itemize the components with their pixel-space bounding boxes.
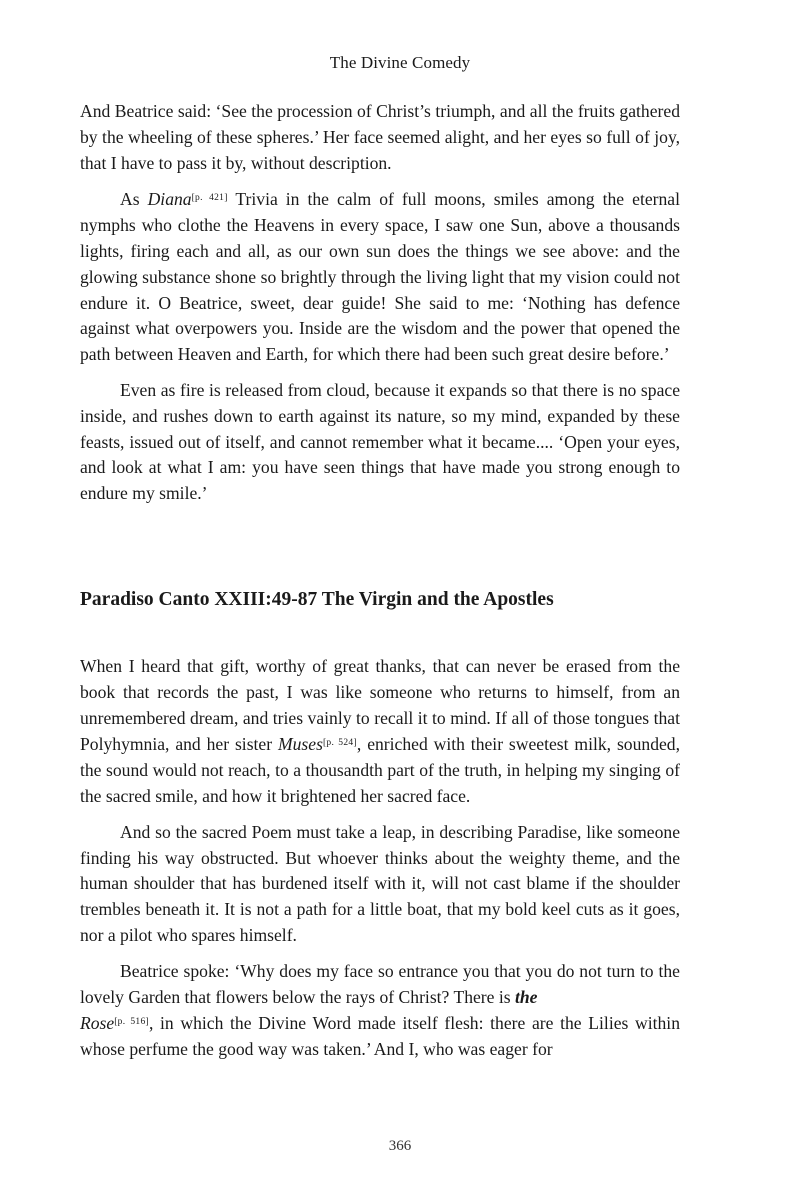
text-block-virgin-apostles (80, 654, 680, 1073)
term-the: the (515, 986, 538, 1007)
text-run: , in which the Divine Word made itself flesh: there are the Lilies within whose perfume the good way was taken.’ And I, who was eager for (80, 1013, 680, 1060)
text-block-procession (80, 99, 680, 517)
paragraph (80, 186, 680, 368)
paragraph: And Beatrice said: ‘See the procession of Christ’s triumph, and all the fruits gathered by the wheeling of these spheres.’ Her face seemed alight, and her eyes so full of joy, that I have to pass it by, without description. (80, 101, 680, 173)
term-muses: Muses (277, 734, 323, 755)
page-reference: [p. 421] (191, 193, 228, 204)
page-number: 366 (388, 1138, 412, 1154)
running-head: The Divine Comedy (329, 53, 471, 72)
text-run: Trivia in the calm of full moons, smiles among the eternal nymphs who clothe the Heavens in every space, I saw one Sun, above a thousands lights, firing each and all, as our own sun does the things we see above: and the glowing substance shone so brightly through the living light that my vision could not endure it. O Beatrice, sweet, dear guide! She said to me: ‘Nothing has defence against what overpowers you. Inside are the wisdom and the power that opened the path between Heaven and Earth, for which there had been such great desire before.’ (80, 189, 681, 365)
paragraph: And so the sacred Poem must take a leap, in describing Paradise, like someone finding his way obstructed. But whoever thinks about the weighty theme, and the human shoulder that has burdened itself with it, will not cast blame if the shoulder trembles beneath it. It is not a path for a little boat, that my bold keel cuts as it goes, nor a pilot who spares himself. (80, 821, 680, 945)
text-run: As (120, 189, 148, 210)
paragraph (80, 654, 680, 810)
term-diana: Diana (147, 189, 192, 210)
paragraph (80, 959, 680, 1063)
section-heading: Paradiso Canto XXIII:49-87 The Virgin and the Apostles (80, 589, 554, 610)
text-run: , enriched with their sweetest milk, sounded, the sound would not reach, to a thousandth part of the truth, in helping my singing of the sacred smile, and how it brightened her sacred face. (80, 734, 680, 806)
page-reference: [p. 516] (114, 1017, 149, 1028)
page-reference: [p. 524] (322, 738, 357, 749)
term-rose: Rose (80, 1013, 115, 1034)
text-run: Beatrice spoke: ‘Why does my face so entrance you that you do not turn to the lovely Garden that flowers below the rays of Christ? There is (80, 960, 680, 1007)
text-run: When I heard that gift, worthy of great thanks, that can never be erased from the book that records the past, I was like someone who returns to himself, from an unremembered dream, and tries vainly to recall it to mind. If all of those tongues that Polyhymnia, and her sister (80, 656, 680, 755)
paragraph: Even as fire is released from cloud, because it expands so that there is no space inside, and rushes down to earth against its nature, so my mind, expanded by these feasts, issued out of itself, and cannot remember what it became.... ‘Open your eyes, and look at what I am: you have seen things that have made you strong enough to endure my smile.’ (80, 379, 680, 504)
